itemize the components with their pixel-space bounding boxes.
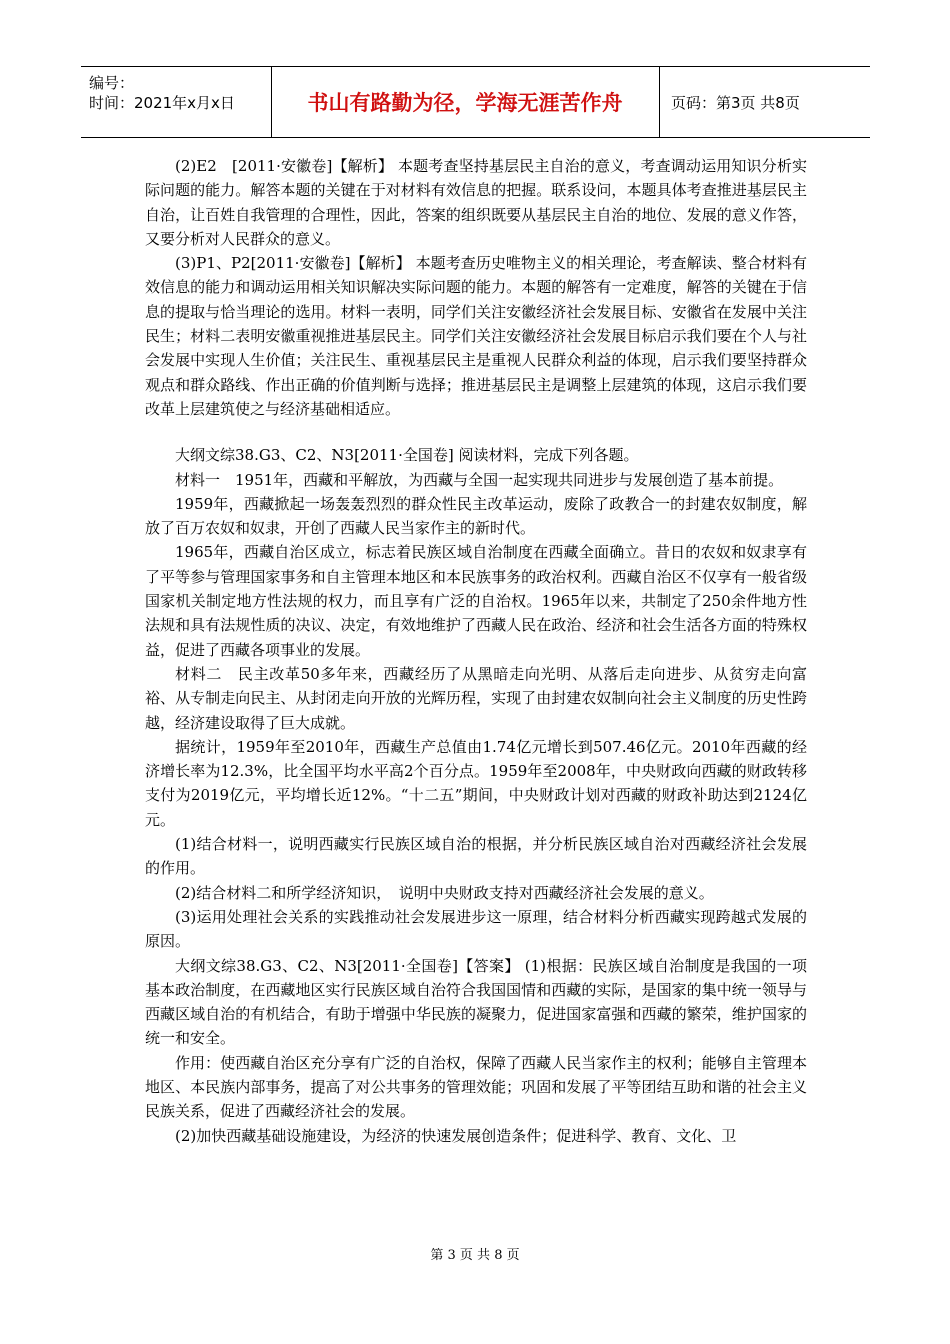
paragraph: 作用：使西藏自治区充分享有广泛的自治权，保障了西藏人民当家作主的权利；能够自主管理本地区、本民族内部事务，提高了对公共事务的管理效能；巩固和发展了平等团结互助和谐的社会主义民族关系，促进了西藏经济社会的发展。 bbox=[145, 1053, 807, 1121]
paragraph: (3)P1、P2[2011·安徽卷]【解析】 本题考查历史唯物主义的相关理论，考查解读、整合材料有效信息的能力和调动运用相关知识解决实际问题的能力。本题的解答有一定难度，解答的关键在于信息的提取与恰当理论的选用。材料一表明，同学们关注安徽经济社会发展目标、安徽省在发展中关注民生；材料二表明安徽重视推进基层民主。同学们关注安徽经济社会发展目标启示我们要在个人与社会发展中实现人生价值；关注民生、重视基层民主是重视人民群众利益的体现，启示我们要坚持群众观点和群众路线、作出正确的价值判断与选择；推进基层民主是调整上层建筑的体现，这启示我们要改革上层建筑使之与经济基础相适应。 bbox=[145, 254, 807, 418]
doc-code-label: 编号： bbox=[89, 74, 135, 92]
paragraph: 大纲文综38.G3、C2、N3[2011·全国卷]【答案】 (1)根据：民族区域自治制度是我国的一项基本政治制度，在西藏地区实行民族区域自治符合我国国情和西藏的实际，是国家的集中统一领导与西藏区域自治的有机结合，有助于增强中华民族的凝聚力，促进国家富强和西藏的繁荣，维护国家的统一和安全。 bbox=[145, 956, 807, 1048]
header-meta bbox=[81, 67, 272, 137]
doc-time-label: 时间：2021年x月x日 bbox=[89, 94, 235, 112]
paragraph: 1965年，西藏自治区成立，标志着民族区域自治制度在西藏全面确立。昔日的农奴和奴隶享有了平等参与管理国家事务和自主管理本地区和本民族事务的政治权利。西藏自治区不仅享有一般省级国家机关制定地方性法规的权力，而且享有广泛的自治权。1965年以来，共制定了250余件地方性法规和具有法规性质的决议、决定，有效地维护了西藏人民在政治、经济和社会生活各方面的特殊权益，促进了西藏各项事业的发展。 bbox=[145, 543, 807, 659]
paragraph: (2)E2 [2011·安徽卷]【解析】 本题考查坚持基层民主自治的意义，考查调动运用知识分析实际问题的能力。解答本题的关键在于对材料有效信息的把握。联系设问，本题具体考查推进基层民主自治，让百姓自我管理的合理性，因此，答案的组织既要从基层民主自治的地位、发展的意义作答，又要分析对人民群众的意义。 bbox=[145, 157, 807, 248]
document-body bbox=[145, 154, 807, 1148]
paragraph: 材料二 民主改革50多年来，西藏经历了从黑暗走向光明、从落后走向进步、从贫穷走向富裕、从专制走向民主、从封闭走向开放的光辉历程，实现了由封建农奴制向社会主义制度的历史性跨越，经济建设取得了巨大成就。 bbox=[145, 664, 807, 732]
paragraph: (2)结合材料二和所学经济知识， 说明中央财政支持对西藏经济社会发展的意义。 bbox=[175, 883, 714, 902]
page-footer: 第 3 页 共 8 页 bbox=[430, 1248, 520, 1263]
paragraph: (3)运用处理社会关系的实践推动社会发展进步这一原理，结合材料分析西藏实现跨越式发展的原因。 bbox=[145, 907, 807, 951]
header-motto: 书山有路勤为径，学海无涯苦作舟 bbox=[271, 67, 660, 137]
paragraph: 材料一 1951年，西藏和平解放，为西藏与全国一起实现共同进步与发展创造了基本前提。 bbox=[175, 470, 784, 489]
header-page-info: 页码：第3页 共8页 bbox=[671, 93, 800, 112]
page-header bbox=[81, 66, 870, 138]
paragraph: 大纲文综38.G3、C2、N3[2011·全国卷] 阅读材料，完成下列各题。 bbox=[175, 446, 639, 465]
paragraph: 1959年，西藏掀起一场轰轰烈烈的群众性民主改革运动，废除了政教合一的封建农奴制度，解放了百万农奴和奴隶，开创了西藏人民当家作主的新时代。 bbox=[145, 494, 807, 538]
paragraph: (2)加快西藏基础设施建设，为经济的快速发展创造条件；促进科学、教育、文化、卫 bbox=[175, 1126, 737, 1145]
paragraph: (1)结合材料一，说明西藏实行民族区域自治的根据，并分析民族区域自治对西藏经济社会发展的作用。 bbox=[145, 835, 807, 878]
paragraph: 据统计，1959年至2010年，西藏生产总值由1.74亿元增长到507.46亿元。2010年西藏的经济增长率为12.3%，比全国平均水平高2个百分点。1959年至2008年，中央财政向西藏的财政转移支付为2019亿元，平均增长近12%。“十二五”期间，中央财政计划对西藏的财政补助达到2124亿元。 bbox=[145, 737, 807, 829]
